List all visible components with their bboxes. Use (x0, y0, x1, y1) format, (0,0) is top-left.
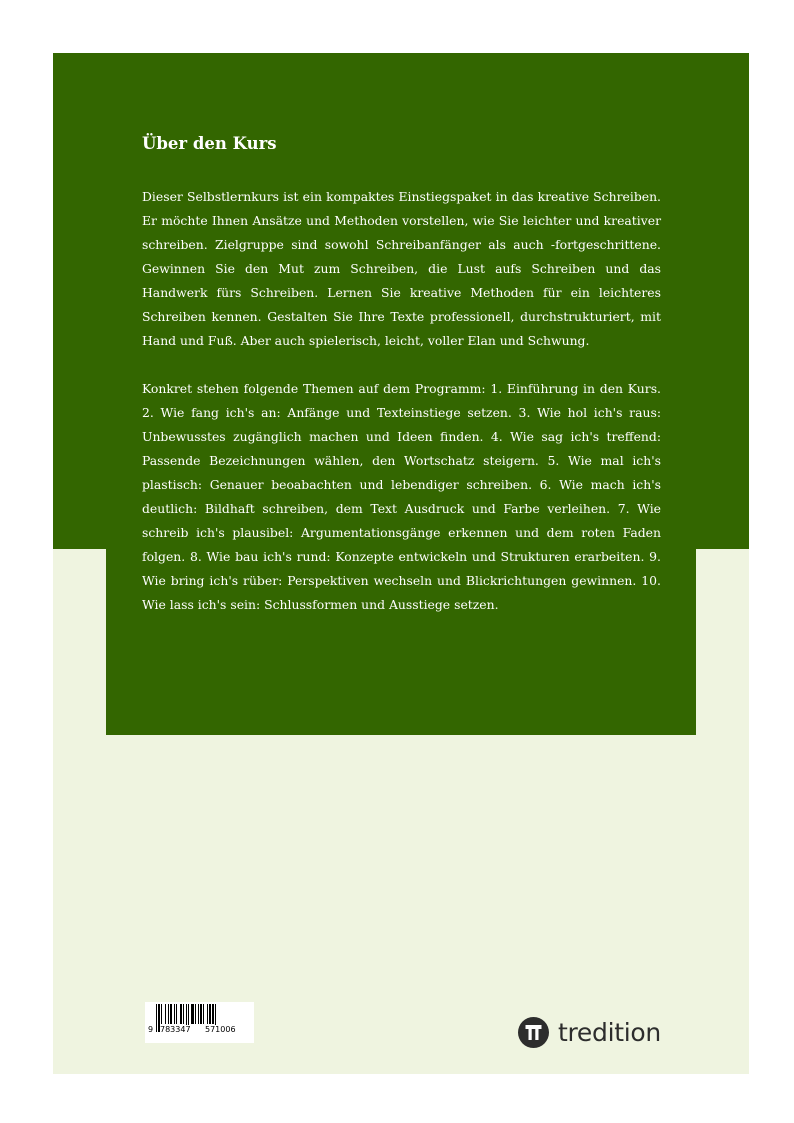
publisher-name: tredition (558, 1017, 661, 1047)
publisher-logo (518, 1016, 661, 1048)
isbn-barcode (145, 1002, 254, 1043)
about-heading: Über den Kurs (142, 134, 277, 153)
barcode-group-left: 783347 (160, 1025, 191, 1034)
about-paragraph-intro: Dieser Selbstlernkurs ist ein kompaktes Einstiegspaket in das kreative Schreiben. Er möchte Ihnen Ansätze und Methoden vorstellen, wie Sie leichter und kreativer schreiben. Zielgruppe sind sowohl Schreibanfänger als auch -fortgeschrittene. Gewinnen Sie den Mut zum Schreiben, die Lust aufs Schreiben und das Handwerk fürs Schreiben. Lernen Sie kreative Methoden für ein leichteres Schreiben kennen. Gestalten Sie Ihre Texte professionell, durchstrukturiert, mit Hand und Fuß. Aber auch spielerisch, leicht, voller Elan und Schwung. (142, 189, 661, 348)
barcode-bars-icon (145, 1002, 254, 1043)
barcode-digit-first: 9 (148, 1025, 154, 1034)
blurb (142, 133, 661, 641)
about-paragraph-topics: Konkret stehen folgende Themen auf dem Programm: 1. Einführung in den Kurs. 2. Wie fang ich's an: Anfänge und Texteinstiege setzen. 3. Wie hol ich's raus: Unbewusstes zugänglich machen und Ideen finden. 4. Wie sag ich's treffend: Passende Bezeichnungen wählen, den Wortschatz steigern. 5. Wie mal ich's plastisch: Genauer beoabachten und lebendiger schreiben. 6. Wie mach ich's deutlich: Bildhaft schreiben, dem Text Ausdruck und Farbe verleihen. 7. Wie schreib ich's plausibel: Argumentationsgänge erkennen und dem roten Faden folgen. 8. Wie bau ich's rund: Konzepte entwickeln und Strukturen erarbeiten. 9. Wie bring ich's rüber: Perspektiven wechseln und Blickrichtungen gewinnen. 10. Wie lass ich's sein: Schlussformen und Ausstiege setzen. (142, 381, 661, 612)
barcode-group-right: 571006 (205, 1025, 236, 1034)
tredition-logo-icon (518, 1017, 549, 1048)
